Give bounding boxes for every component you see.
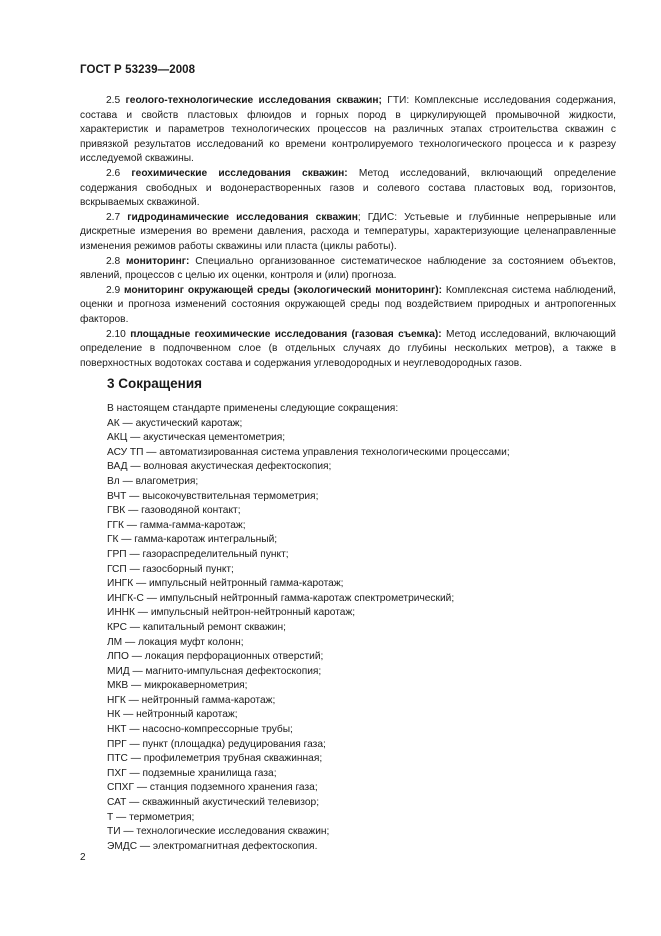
page-number: 2 [80, 852, 86, 863]
section-title: 3 Сокращения [107, 376, 202, 391]
list-item: НК — нейтронный каротаж; [107, 709, 238, 721]
document-header: ГОСТ Р 53239—2008 [80, 64, 196, 76]
definition-item: 2.5 геолого-технологические исследования скважин; ГТИ: Комплексные исследования содержания, состава и свойств пластовых флюидов и горных пород в циркулирующей промывочной жидкости, характеристик и параметров технологических процессов на различных этапах строительства скважин с привязкой результатов исследований ко времени контролируемого технологического процесса и к разрезу исследуемой скважины. [80, 95, 616, 165]
list-item: ГРП — газораспределительный пункт; [107, 548, 289, 560]
definition-term: мониторинг окружающей среды (экологический мониторинг): [124, 284, 443, 296]
list-item: АКЦ — акустическая цементометрия; [107, 432, 286, 444]
list-item: ГГК — гамма-гамма-каротаж; [107, 519, 246, 531]
definition-term: геохимические исследования скважин: [131, 167, 348, 179]
definition-item: 2.9 мониторинг окружающей среды (экологический мониторинг): Комплексная система наблюдений, оценки и прогноза изменений состояния окружающей среды под воздействием природных и антропогенных факторов. [80, 284, 616, 325]
abbreviations-intro: В настоящем стандарте применены следующие сокращения: [107, 403, 399, 414]
list-item: МКВ — микрокавернометрия; [107, 680, 248, 692]
list-item: ЛПО — локация перфорационных отверстий; [107, 651, 324, 663]
list-item: ПТС — профилеметрия трубная скважинная; [107, 753, 323, 765]
list-item: КРС — капитальный ремонт скважин; [107, 621, 286, 633]
abbreviations-list [107, 402, 607, 854]
list-item: МИД — магнито-импульсная дефектоскопия; [107, 665, 322, 677]
definition-item: 2.7 гидродинамические исследования скважин; ГДИС: Устьевые и глубинные непрерывные или дискретные измерения во времени давления, расхода и температуры, характеризующие целенаправленные изменения режимов работы скважины или пласта (циклы работы). [80, 211, 616, 252]
list-item: ПХГ — подземные хранилища газа; [107, 767, 277, 779]
list-item: Вл — влагометрия; [107, 475, 199, 487]
definition-item: 2.6 геохимические исследования скважин: Метод исследований, включающий определение содержания свободных и водонерастворенных газов и солевого состава пластовых вод, горизонтов, вскрываемых скважиной. [80, 167, 616, 209]
list-item: ГСП — газосборный пункт; [107, 563, 234, 575]
list-item: САТ — скважинный акустический телевизор; [107, 797, 320, 809]
definition-item: 2.10 площадные геохимические исследования (газовая съемка): Метод исследований, включающий определение в подпочвенном слое (в отдельных случаях до глубины нескольких метров), а также в поверхностных водотоках состава и содержания углеводородных и неуглеводородных газов. [80, 328, 616, 369]
list-item: Т — термометрия; [107, 811, 195, 823]
list-item: ГК — гамма-каротаж интегральный; [107, 534, 278, 546]
list-item: ЭМДС — электромагнитная дефектоскопия. [107, 840, 318, 852]
definition-term: гидродинамические исследования скважин [127, 211, 358, 223]
definition-item: 2.8 мониторинг: Специально организованное систематическое наблюдение за состоянием объектов, явлений, процессов с целью их оценки, контроля и (или) прогноза. [80, 255, 616, 282]
list-item: НГК — нейтронный гамма-каротаж; [107, 694, 276, 706]
list-item: ПРГ — пункт (площадка) редуцирования газа; [107, 738, 326, 750]
list-item: НКТ — насосно-компрессорные трубы; [107, 724, 293, 736]
list-item: АСУ ТП — автоматизированная система управления технологическими процессами; [107, 446, 510, 458]
list-item: СПХГ — станция подземного хранения газа; [107, 782, 318, 794]
list-item: ВЧТ — высокочувствительная термометрия; [107, 490, 319, 502]
list-item: ЛМ — локация муфт колонн; [107, 636, 244, 648]
list-item: ТИ — технологические исследования скважин; [107, 826, 330, 838]
definitions-list [80, 94, 616, 371]
definition-term: геолого-технологические исследования скважин; [125, 95, 382, 106]
definition-term: площадные геохимические исследования (газовая съемка): [130, 328, 442, 340]
list-item: ИНГК — импульсный нейтронный гамма-каротаж; [107, 578, 344, 590]
list-item: ИННК — импульсный нейтрон-нейтронный каротаж; [107, 607, 356, 619]
list-item: ГВК — газоводяной контакт; [107, 505, 241, 517]
list-item: ИНГК-С — импульсный нейтронный гамма-каротаж спектрометрический; [107, 592, 455, 604]
list-item: АК — акустический каротаж; [107, 417, 243, 429]
list-item: ВАД — волновая акустическая дефектоскопия; [107, 461, 332, 473]
definition-term: мониторинг: [126, 255, 190, 267]
